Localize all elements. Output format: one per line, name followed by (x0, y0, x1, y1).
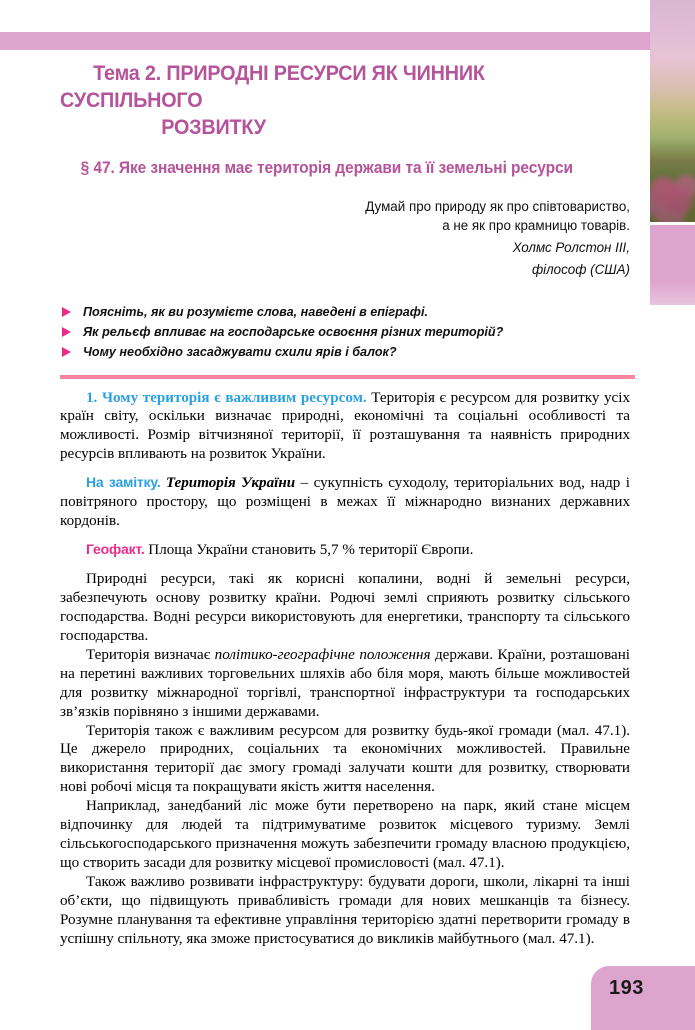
paragraph-2-after: держави. Країни, розташовані на перетині важливих торговельних шляхів або біля моря, мають більше можливостей для розвитку міжнародної торгівлі, транспортної інфраструктури та господарських зв’язків порівняно з іншими державами. (60, 646, 630, 720)
paragraph-2-emphasis: політико-географічне положення (214, 646, 431, 663)
question-text: Чому необхідно засаджувати схили ярів і балок? (83, 345, 397, 360)
geofact-text: Площа України становить 5,7 % території Європи. (144, 542, 474, 559)
geofact-label: Геофакт. (86, 541, 145, 558)
body-paragraph-5: Також важливо розвивати інфраструктуру: будувати дороги, школи, лікарні та інші об’єкти, що підвищують привабливість громади для нових мешканців та бізнесу. Розумне планування та ефективне управління територією здатні перетворити громаду в успішну спільноту, яка зможе пристосуватися до викликів майбутнього (мал. 47.1). (60, 874, 630, 947)
body-paragraph-1: Природні ресурси, такі як корисні копалини, водні й земельні ресурси, забезпечують основу розвитку країни. Родючі землі сприяють розвитку сільського господарства. Водні ресурси використовують для енергетики, транспорту та сільського господарства. (60, 571, 630, 644)
triangle-bullet-icon (62, 347, 71, 357)
section-1-intro: Територія є ресурсом для розвитку усіх країн світу, оскільки визначає природні, економічні та соціальні особливості та можливості. Розмір вітчизняної території, її розташування та наявність природних ресурсів впливають на розвиток України. (60, 389, 630, 463)
triangle-bullet-icon (62, 307, 71, 317)
list-item (60, 303, 630, 321)
list-item (60, 323, 630, 341)
epigraph (60, 197, 630, 279)
triangle-bullet-icon (62, 327, 71, 337)
geofact-block (60, 541, 630, 560)
question-text: Як рельєф впливає на господарське освоєння різних територій? (83, 325, 504, 339)
page-number: 193 (609, 977, 644, 999)
epigraph-author-role: філософ (США) (531, 261, 630, 277)
note-block (60, 474, 630, 531)
body-paragraph-3: Територія також є важливим ресурсом для розвитку будь-якої громади (мал. 47.1). Це джерело природних, соціальних та економічних можливостей. Правильне використання території дає змогу громаді залучати кошти для розвитку, створювати нові робочі місця та покращувати якість життя населення. (60, 722, 630, 796)
epigraph-line-2: а не як про крамницю товарів. (442, 217, 630, 233)
note-text: – сукупність суходолу, територіальних вод, надр і повітряного простору, що розміщені в межах її міжнародно визнаних державних кордонів. (60, 475, 631, 530)
section-divider (60, 375, 635, 379)
paragraph-2-before: Територія визначає (86, 646, 215, 663)
list-item (60, 343, 630, 361)
section-1-heading: 1. Чому територія є важливим ресурсом. (86, 389, 367, 406)
body-paragraph-2 (60, 646, 630, 722)
section-1-paragraph (60, 389, 630, 465)
epigraph-author: Холмс Ролстон III, (512, 239, 630, 255)
paragraph-title: § 47. Яке значення має територія держави та її земельні ресурси (80, 158, 573, 177)
body-paragraph-4: Наприклад, занедбаний ліс може бути перетворено на парк, який стане місцем відпочинку для людей та підтримуватиме розвиток місцевого туризму. Землі сільськогосподарського призначення можуть забезпечити громаду власною продукцією, що створить засади для розвитку місцевої промисловості (мал. 47.1). (60, 798, 630, 872)
theme-title-line-1: Тема 2. ПРИРОДНІ РЕСУРСИ ЯК ЧИННИК СУСПІЛЬНОГО (60, 61, 485, 112)
note-term: Територія України (165, 475, 296, 492)
question-text: Поясніть, як ви розумієте слова, наведені в епіграфі. (83, 304, 428, 319)
theme-title (60, 60, 627, 141)
theme-title-line-2: РОЗВИТКУ (161, 114, 266, 139)
epigraph-line-1: Думай про природу як про співтовариство, (365, 198, 630, 214)
page-content (60, 0, 630, 949)
mountain-landscape-photo-strip (650, 0, 695, 222)
questions-list (60, 303, 630, 362)
note-label: На замітку. (86, 474, 161, 491)
lower-pink-accent-block (650, 225, 695, 305)
